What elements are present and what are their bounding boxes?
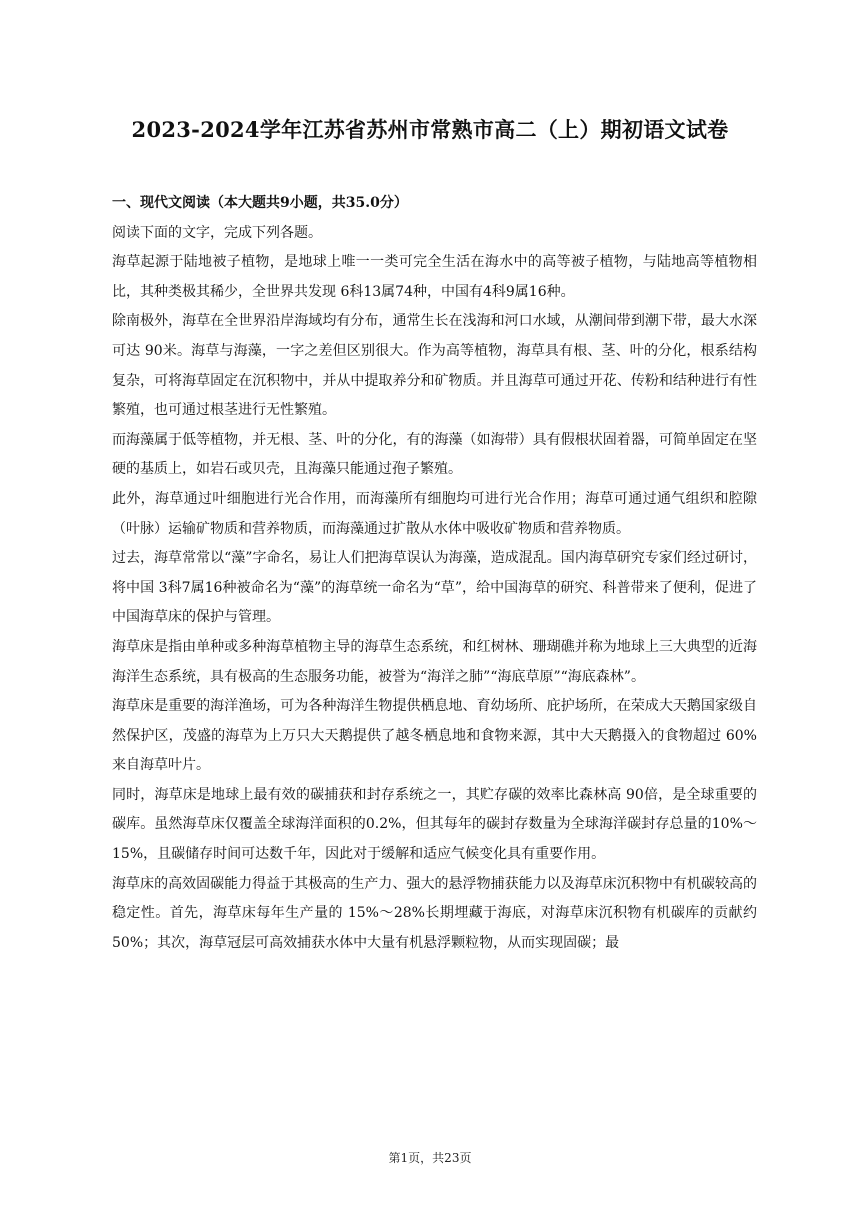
document-body bbox=[112, 189, 757, 958]
page-title: 2023-2024学年江苏省苏州市常熟市高二（上）期初语文试卷 bbox=[131, 117, 729, 142]
paragraph: 除南极外，海草在全世界沿岸海域均有分布，通常生长在浅海和河口水域，从潮间带到潮下带，最大水深可达 90米。海草与海藻，一字之差但区别很大。作为高等植物，海草具有根、茎、叶的分化，根系结构复杂，可将海草固定在沉积物中，并从中提取养分和矿物质。并且海草可通过开花、传粉和结种进行有性繁殖，也可通过根茎进行无性繁殖。 bbox=[112, 313, 757, 419]
paragraph: 此外，海草通过叶细胞进行光合作用，而海藻所有细胞均可进行光合作用；海草可通过通气组织和腔隙（叶脉）运输矿物质和营养物质，而海藻通过扩散从水体中吸收矿物质和营养物质。 bbox=[112, 490, 757, 537]
page-footer: 第1页，共23页 bbox=[388, 1151, 472, 1165]
paragraph: 海草床是重要的海洋渔场，可为各种海洋生物提供栖息地、育幼场所、庇护场所，在荣成大天鹅国家级自然保护区，茂盛的海草为上万只大天鹅提供了越冬栖息地和食物来源，其中大天鹅摄入的食物超过 60%来自海草叶片。 bbox=[112, 698, 757, 774]
paragraph: 海草起源于陆地被子植物，是地球上唯一一类可完全生活在海水中的高等被子植物，与陆地高等植物相比，其种类极其稀少，全世界共发现 6科13属74种，中国有4科9属16种。 bbox=[112, 254, 757, 300]
paragraph: 同时，海草床是地球上最有效的碳捕获和封存系统之一，其贮存碳的效率比森林高 90倍，是全球重要的碳库。虽然海草床仅覆盖全球海洋面积的0.2%，但其每年的碳封存数量为全球海洋碳封存总量的10%～15%，且碳储存时间可达数千年，因此对于缓解和适应气候变化具有重要作用。 bbox=[112, 786, 757, 863]
paragraph: 过去，海草常常以“藻”字命名，易让人们把海草误认为海藻，造成混乱。国内海草研究专家们经过研讨，将中国 3科7属16种被命名为“藻”的海草统一命名为“草”，给中国海草的研究、科普带来了便利，促进了中国海草床的保护与管理。 bbox=[112, 550, 757, 626]
section-heading: 一、现代文阅读（本大题共9小题，共35.0分） bbox=[112, 195, 408, 211]
paragraph: 海草床是指由单种或多种海草植物主导的海草生态系统，和红树林、珊瑚礁并称为地球上三大典型的近海海洋生态系统，具有极高的生态服务功能，被誉为“海洋之肺”“海底草原”“海底森林”。 bbox=[112, 638, 757, 685]
paragraph: 海草床的高效固碳能力得益于其极高的生产力、强大的悬浮物捕获能力以及海草床沉积物中有机碳较高的稳定性。首先，海草床每年生产量的 15%～28%长期埋藏于海底，对海草床沉积物有机碳库的贡献约50%；其次，海草冠层可高效捕获水体中大量有机悬浮颗粒物，从而实现固碳；最 bbox=[112, 875, 757, 951]
paragraph-instruction: 阅读下面的文字，完成下列各题。 bbox=[112, 224, 322, 241]
paragraph: 而海藻属于低等植物，并无根、茎、叶的分化，有的海藻（如海带）具有假根状固着器，可简单固定在坚硬的基质上，如岩石或贝壳，且海藻只能通过孢子繁殖。 bbox=[112, 431, 757, 478]
